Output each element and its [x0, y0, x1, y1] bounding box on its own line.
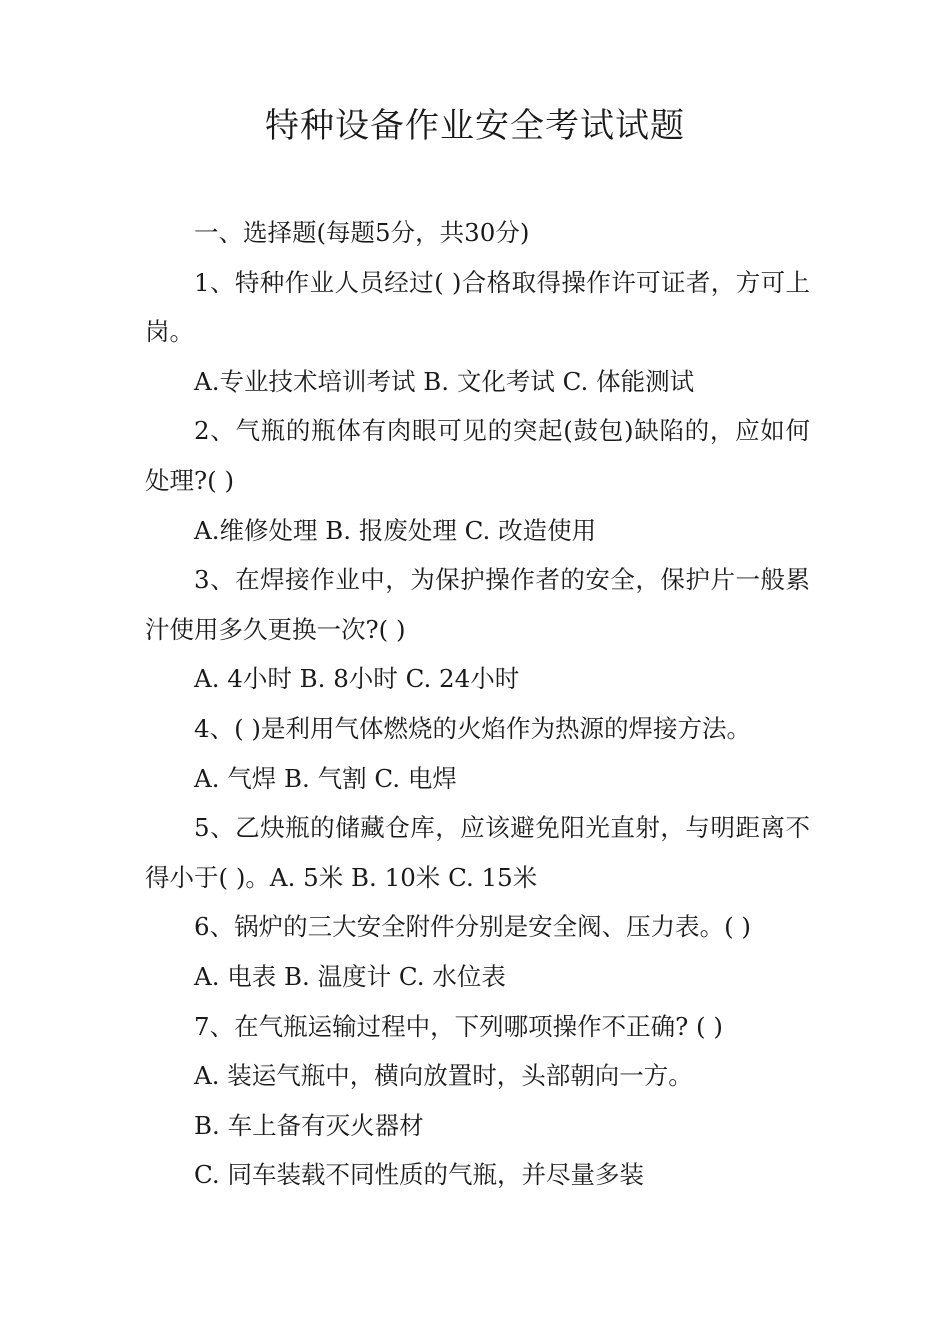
question-7-option-b: B. 车上备有灭火器材	[194, 1110, 424, 1140]
question-1: 1、特种作业人员经过( )合格取得操作许可证者，方可上岗。	[145, 267, 810, 347]
section-heading: 一、选择题(每题5分，共30分)	[194, 218, 530, 247]
question-4: 4、( )是利用气体燃烧的火焰作为热源的焊接方法。	[194, 713, 751, 743]
question-7-option-c: C. 同车装载不同性质的气瓶，并尽量多装	[194, 1160, 644, 1190]
question-6: 6、锅炉的三大安全附件分别是安全阀、压力表。( )	[194, 912, 751, 942]
question-7-option-a: A. 装运气瓶中，横向放置时，头部朝向一方。	[194, 1061, 693, 1091]
question-7: 7、在气瓶运输过程中，下列哪项操作不正确? ( )	[194, 1011, 723, 1041]
question-2-options: A.维修处理 B. 报废处理 C. 改造使用	[194, 515, 597, 545]
question-5: 5、乙炔瓶的储藏仓库，应该避免阳光直射，与明距离不得小于( )。A. 5米 B. 10米 C. 15米	[145, 813, 810, 892]
question-6-options: A. 电表 B. 温度计 C. 水位表	[194, 961, 506, 991]
document-title: 特种设备作业安全考试试题	[265, 106, 685, 146]
document-body	[145, 208, 810, 1200]
question-4-options: A. 气焊 B. 气割 C. 电焊	[194, 763, 457, 793]
question-1-options: A.专业技术培训考试 B. 文化考试 C. 体能测试	[194, 366, 695, 396]
question-2: 2、气瓶的瓶体有肉眼可见的突起(鼓包)缺陷的，应如何处理?( )	[145, 416, 810, 495]
question-3: 3、在焊接作业中，为保护操作者的安全，保护片一般累汁使用多久更换一次?( )	[145, 565, 810, 644]
question-3-options: A. 4小时 B. 8小时 C. 24小时	[194, 664, 520, 694]
